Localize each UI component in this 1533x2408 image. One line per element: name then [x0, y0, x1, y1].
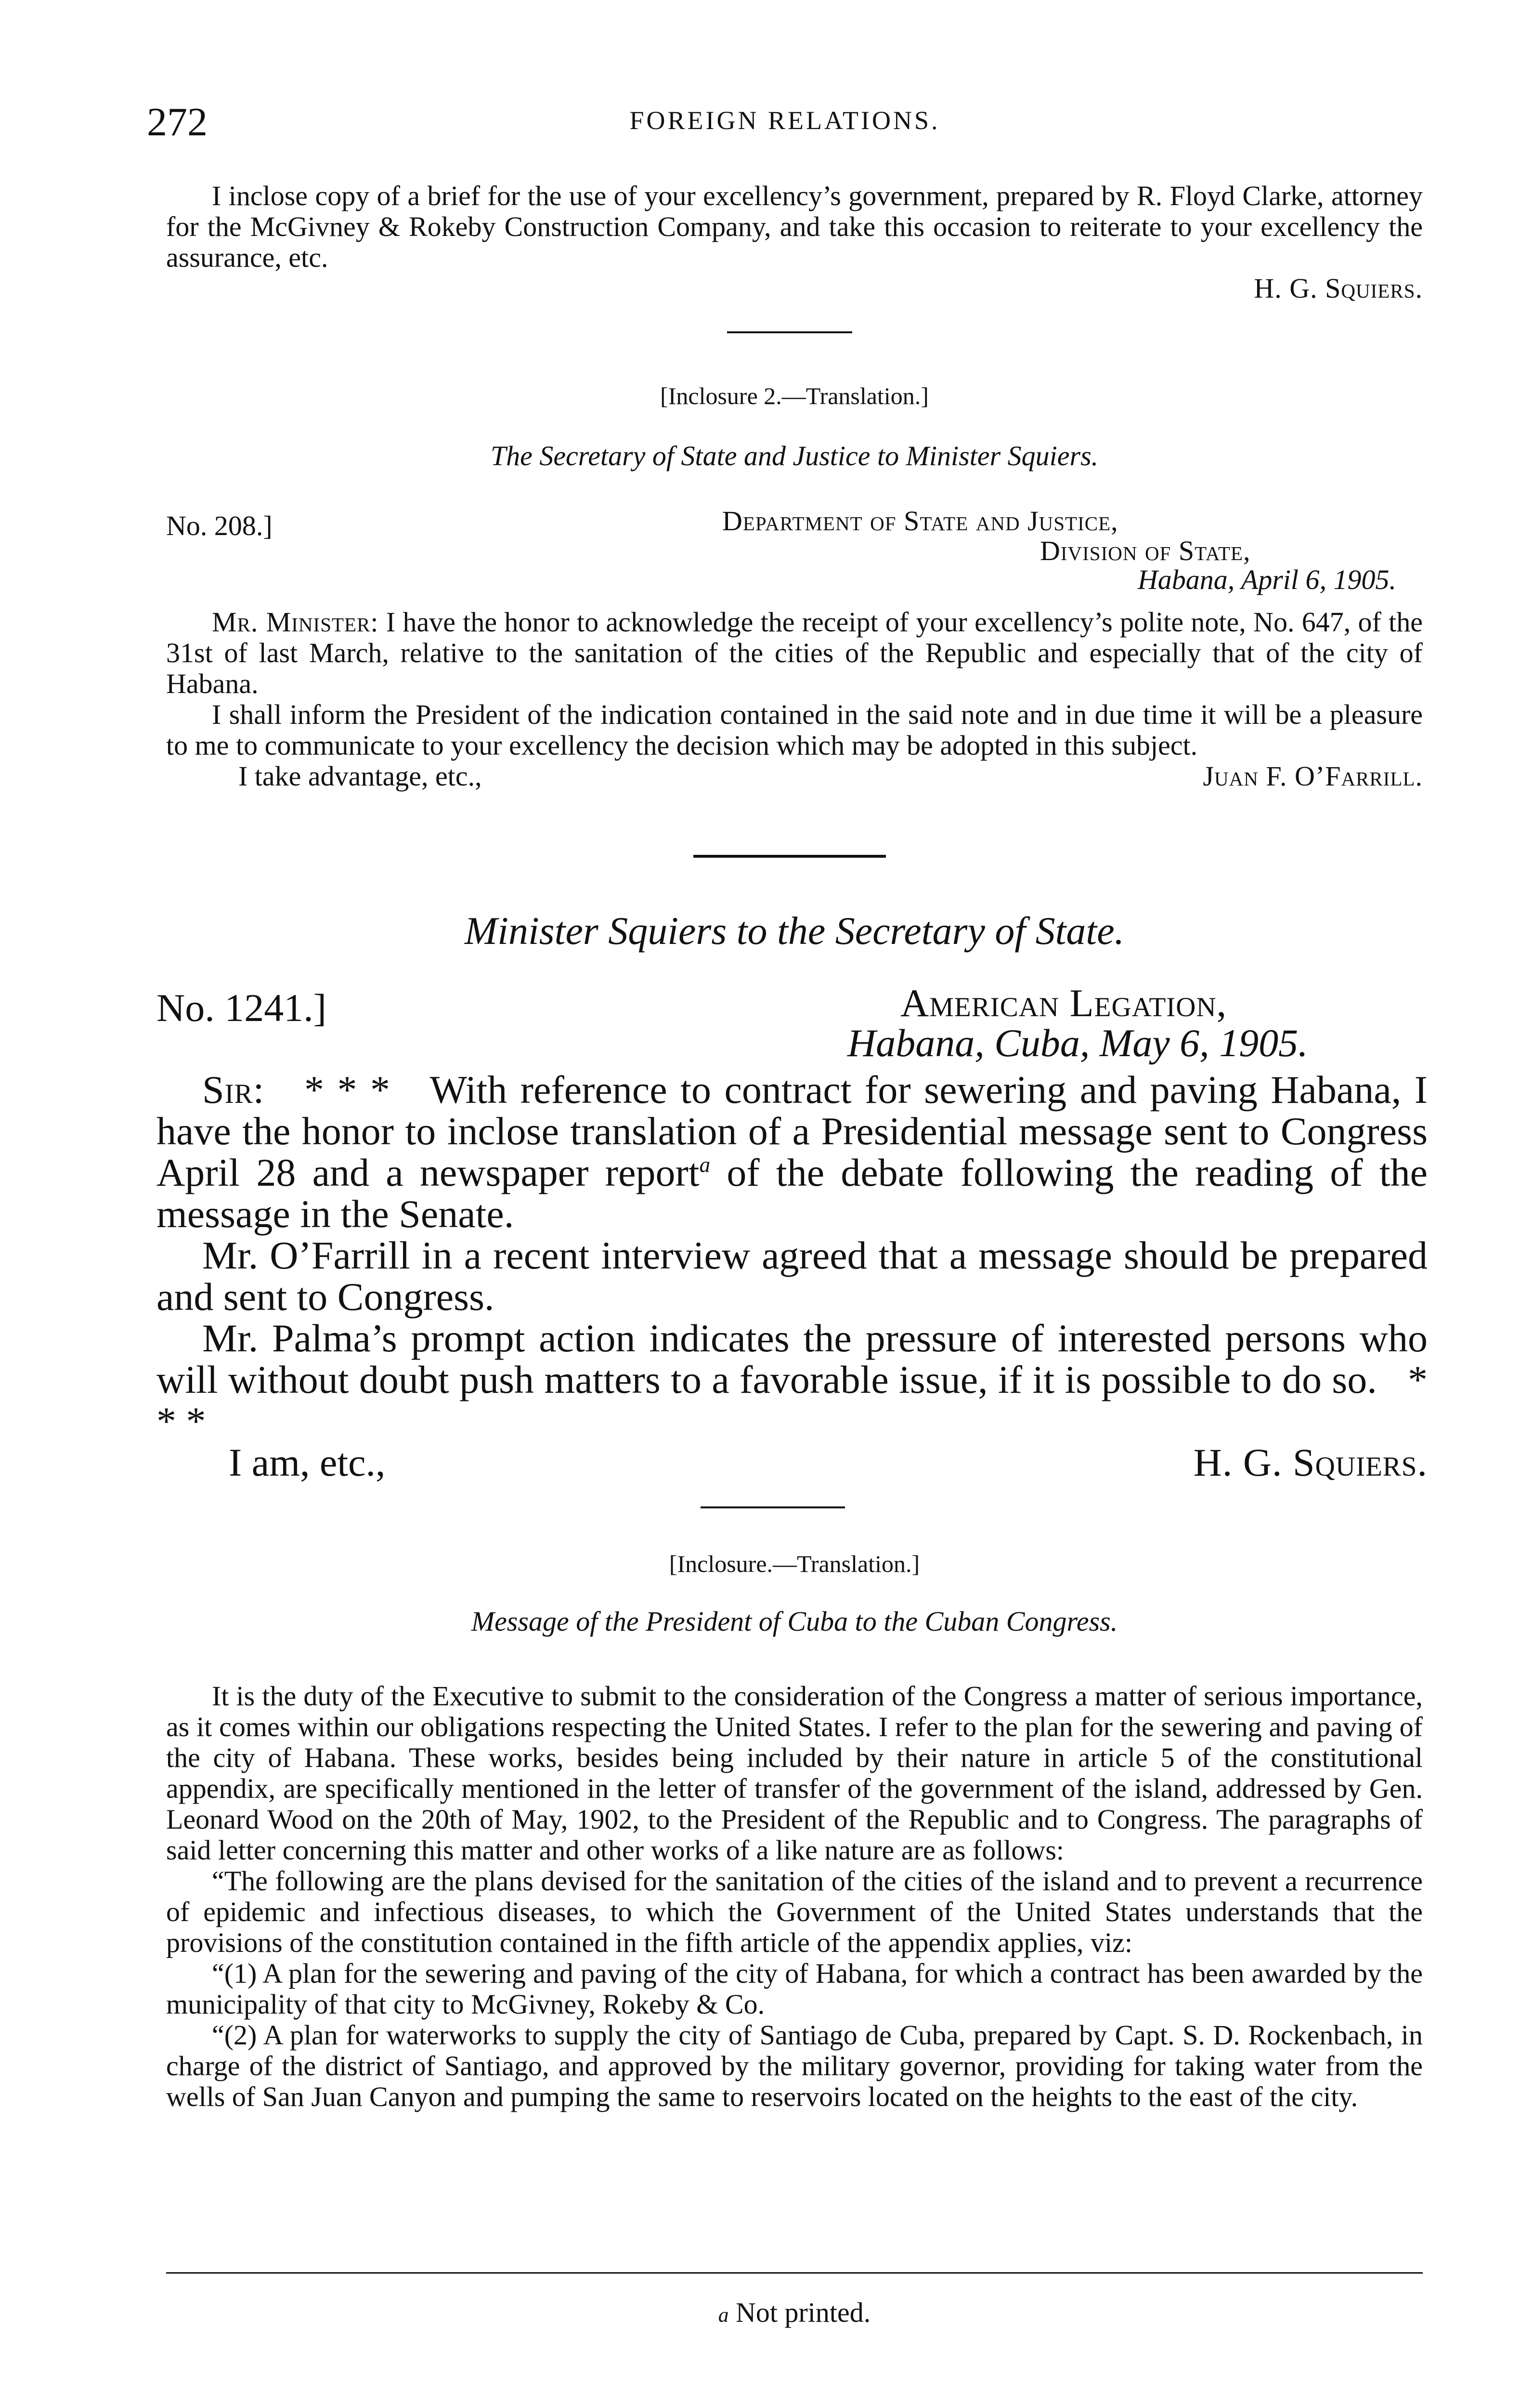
inclosure-label: [Inclosure.—Translation.] [669, 1550, 920, 1577]
letter2-closing: I am, etc., [229, 1440, 386, 1484]
inclosure-body [166, 1681, 1423, 2112]
footnote-text: Not printed. [735, 2297, 871, 2328]
inclosure2-para2: I shall inform the President of the indication contained in the said note and in due time it will be a pleasure to me to communicate to your excellency the decision which may be adopted in this subject. [166, 699, 1423, 761]
footnote-rule [166, 2272, 1423, 2274]
letter2-closing-line [156, 1442, 1428, 1483]
inclosure2-closing-line [166, 761, 1423, 792]
letter2-body [156, 1069, 1428, 1483]
inclosure2-signature: Juan F. O’Farrill. [1203, 760, 1423, 792]
letter1-signature: H. G. Squiers. [1254, 273, 1423, 304]
page-number: 272 [147, 100, 208, 144]
footnote-mark: a [718, 2303, 729, 2327]
letter2-para1-end: of the debate following the reading of the message in the Senate. [156, 1151, 1428, 1236]
inclosure2-heading: The Secretary of State and Justice to Minister Squiers. [490, 440, 1099, 471]
letter2-number: No. 1241.] [156, 986, 327, 1030]
letter1-continuation [166, 181, 1423, 304]
letter2-legation: American Legation, [900, 981, 1227, 1025]
inclosure2-label: [Inclosure 2.—Translation.] [660, 382, 929, 409]
running-head [147, 99, 1423, 142]
letter2-signature: H. G. Squiers. [1193, 1440, 1428, 1484]
inclosure-heading: Message of the President of Cuba to the Cuban Congress. [471, 1606, 1118, 1637]
inclosure2-department: Department of State and Justice, [722, 505, 1118, 537]
divider [701, 1506, 845, 1508]
footnote-reference: a [699, 1152, 711, 1177]
letter2-para3: Mr. Palma’s prompt action indicates the pressure of interested persons who will without doubt push matters to a favorable issue, if it is possible to do so. [156, 1316, 1428, 1401]
inclosure2-body [166, 607, 1423, 792]
divider [693, 855, 886, 858]
footnote [166, 2297, 1423, 2328]
letter2-para3-asterisks: * * * [156, 1358, 1428, 1443]
inclosure-para1: It is the duty of the Executive to submit to the consideration of the Congress a matter of serious importance, as it comes within our obligations respecting the United States. I refer to the plan for the sewering and paving of the city of Habana. These works, besides being included by their nature in article 5 of the constitutional appendix, are specifically mentioned in the letter of transfer of the government of the island, addressed by Gen. Leonard Wood on the 20th of May, 1902, to the President of the Republic and to Congress. The paragraphs of said letter concerning this matter and other works of a like nature are as follows: [166, 1680, 1423, 1866]
running-title: FOREIGN RELATIONS. [629, 106, 940, 135]
inclosure2-number: No. 208.] [166, 510, 273, 541]
letter1-body: I inclose copy of a brief for the use of your excellency’s government, prepared by R. Floyd Clarke, attorney for the McGivney & Rokeby Construction Company, and take this occasion to reiterate to your excellency the assurance, etc. [166, 180, 1423, 273]
letter2-salutation: Sir: [202, 1068, 265, 1112]
inclosure-para2: “The following are the plans devised for the sanitation of the cities of the island and to prevent a recurrence of epidemic and infectious diseases, to which the Government of the United States understands that the provisions of the constitution contained in the fifth article of the appendix applies, viz: [166, 1865, 1423, 1958]
letter2-heading: Minister Squiers to the Secretary of State. [464, 909, 1125, 953]
inclosure-para3: “(1) A plan for the sewering and paving of the city of Habana, for which a contract has been awarded by the municipality of that city to McGivney, Rokeby & Co. [166, 1958, 1423, 2020]
inclosure2-closing: I take advantage, etc., [238, 760, 482, 792]
letter2-para1: With reference to contract for sewering and paving Habana, I have the honor to inclose translation of a Presidential message sent to Congress April 28 and a newspaper report [156, 1068, 1428, 1194]
letter2-dateline: Habana, Cuba, May 6, 1905. [847, 1021, 1308, 1065]
inclosure2-para1: I have the honor to acknowledge the receipt of your excellency’s polite note, No. 647, of the 31st of last March, relative to the sanitation of the cities of the Republic and especially that of the city of Habana. [166, 606, 1423, 699]
letter2-asterisks: * * * [304, 1068, 390, 1112]
inclosure2-division: Division of State, [1040, 535, 1251, 566]
letter2-para2: Mr. O’Farrill in a recent interview agreed that a message should be prepared and sent to Congress. [156, 1233, 1428, 1319]
inclosure2-salutation: Mr. Minister: [212, 606, 379, 638]
inclosure-para4: “(2) A plan for waterworks to supply the city of Santiago de Cuba, prepared by Capt. S. D. Rockenbach, in charge of the district of Santiago, and approved by the military governor, providing for taking water from the wells of San Juan Canyon and pumping the same to reservoirs located on the heights to the east of the city. [166, 2019, 1423, 2112]
inclosure2-dateline: Habana, April 6, 1905. [1137, 564, 1396, 595]
divider [727, 331, 852, 333]
